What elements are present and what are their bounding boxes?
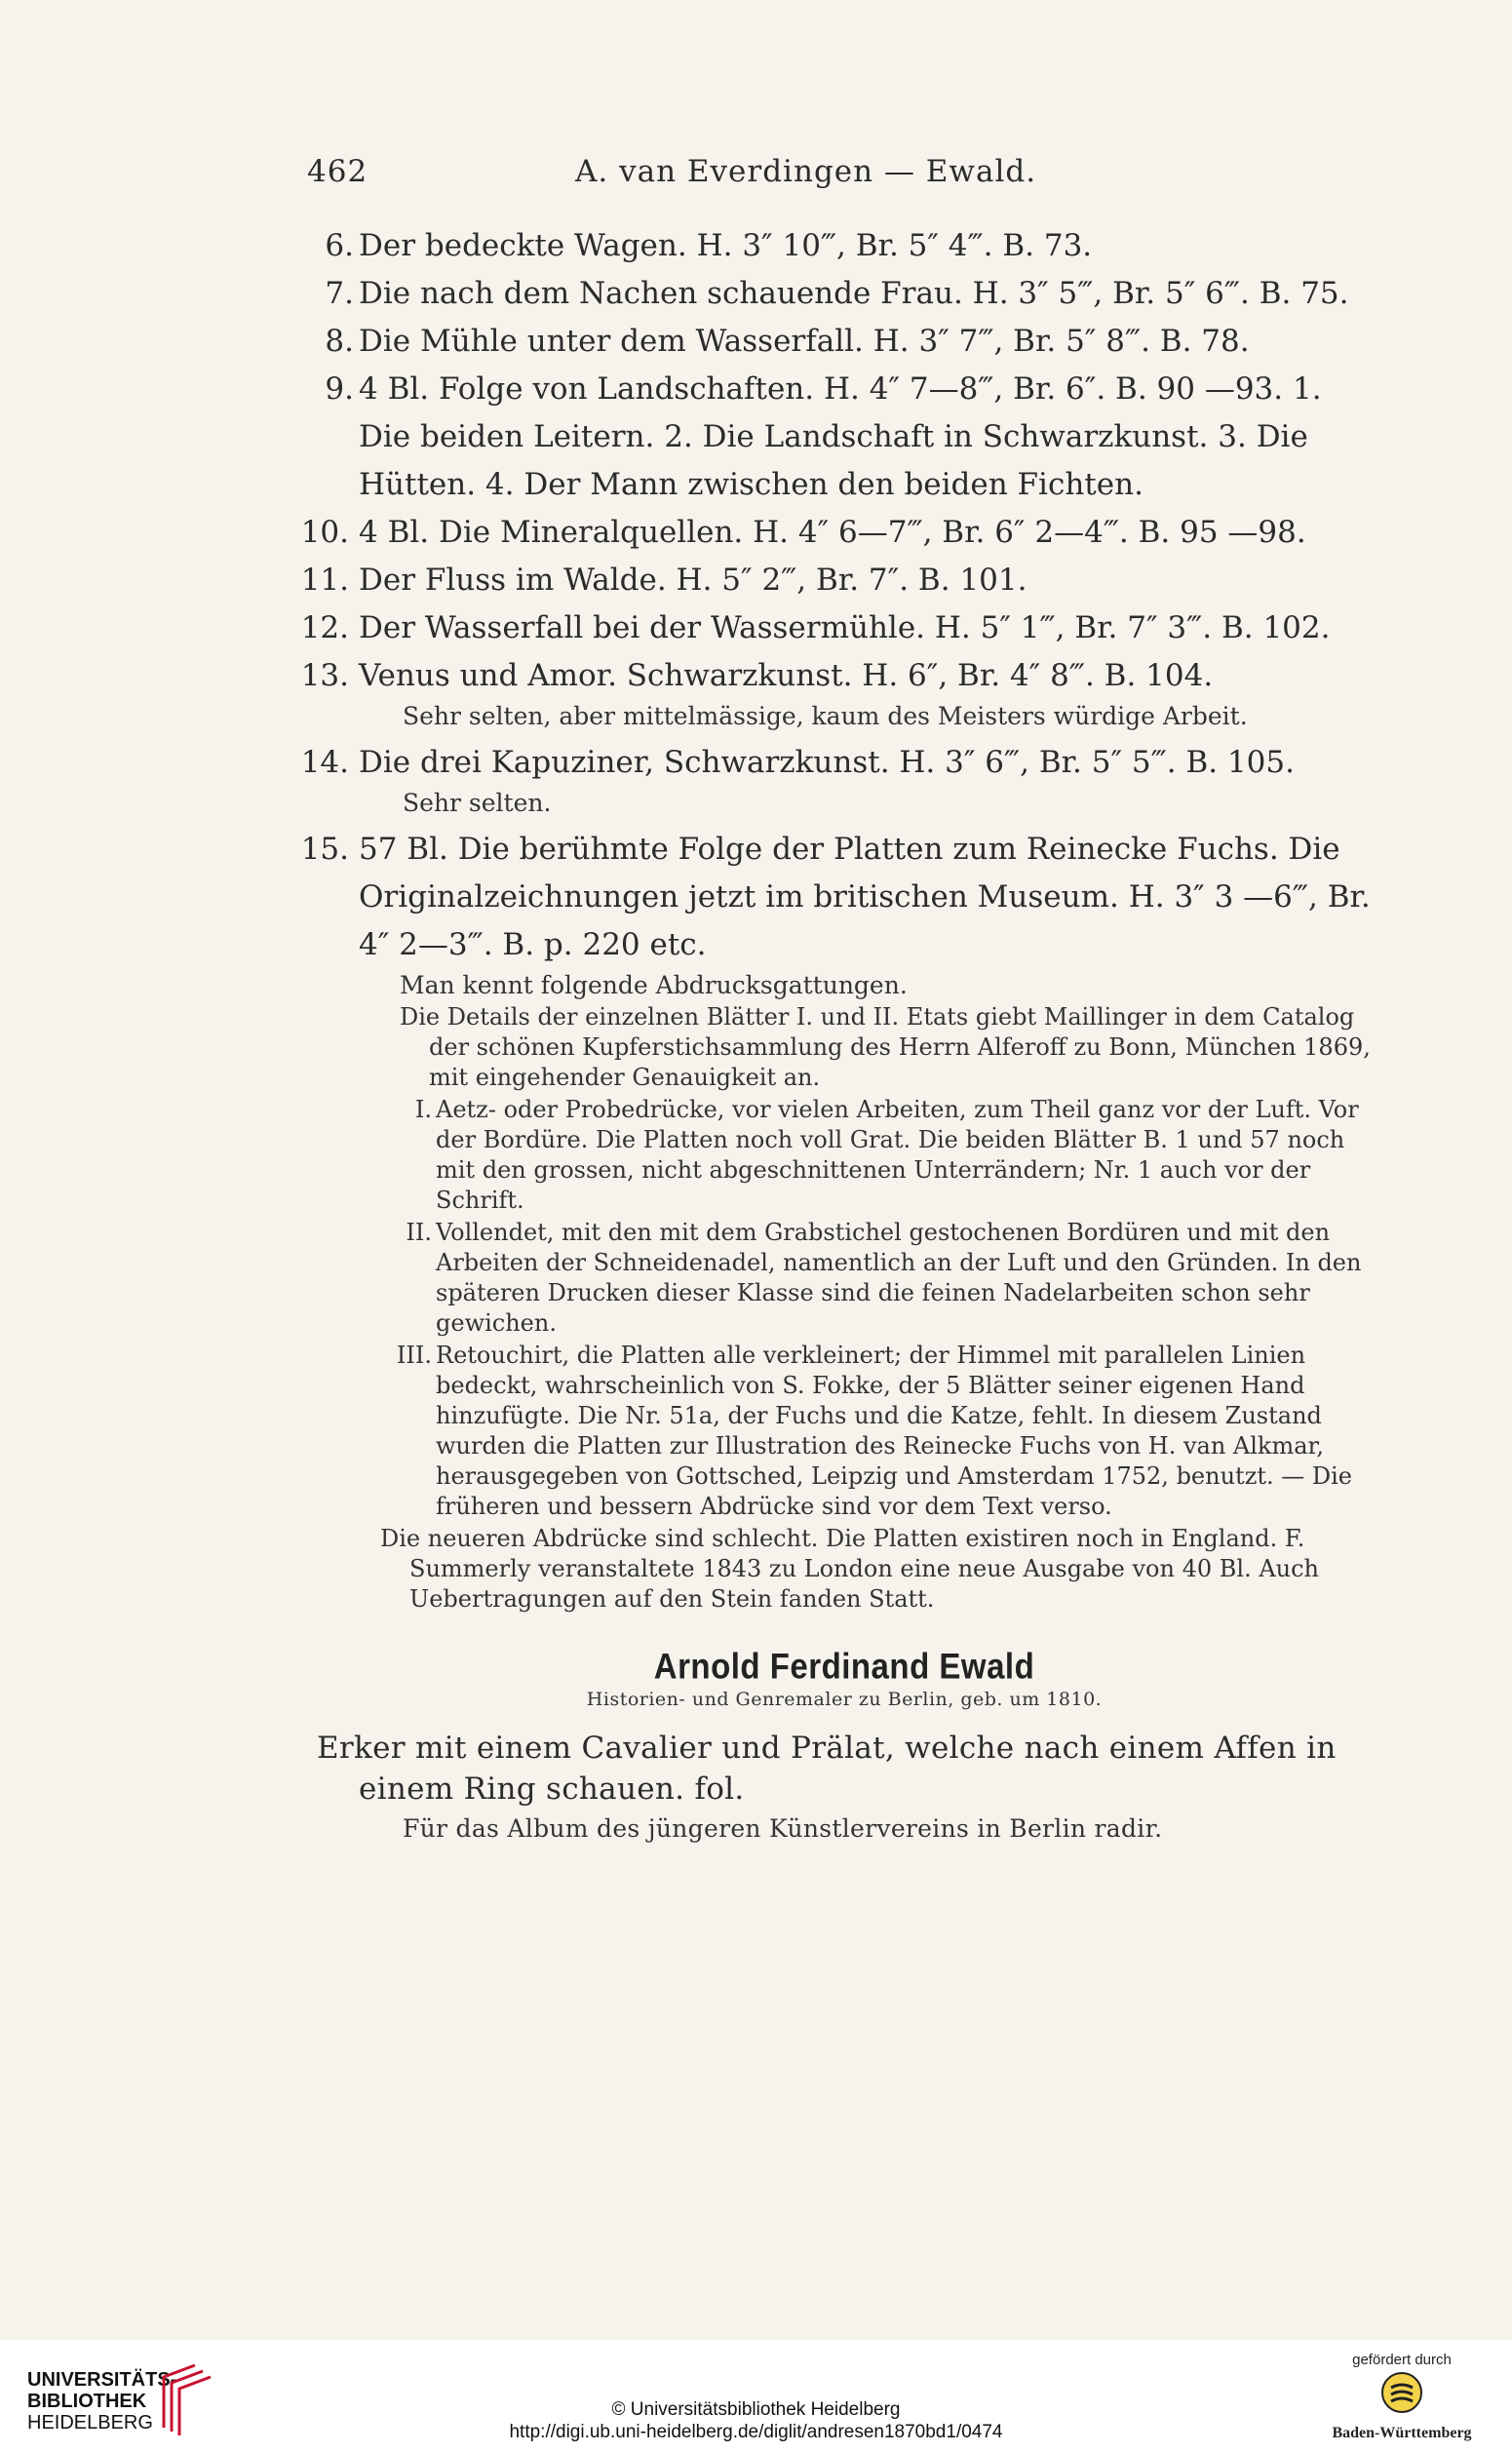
catalog-entry [300, 739, 1372, 787]
catalog-entry [300, 604, 1372, 652]
entry-text: 4 Bl. Die Mineralquellen. H. 4″ 6—7‴, Br. 6″ 2—4‴. B. 95 —98. [359, 515, 1306, 550]
state-crest-icon [1377, 2368, 1426, 2417]
entry-text: Der bedeckte Wagen. H. 3″ 10‴, Br. 5″ 4‴. B. 73. [359, 228, 1093, 263]
entry-note: Man kennt folgende Abdrucksgattungen. [400, 971, 908, 999]
catalog-entry [300, 826, 1372, 969]
details-paragraph: Die Details der einzelnen Blätter I. und II. Etats giebt Maillinger in dem Catalog der schönen Kupferstichsammlung des Herrn Alferoff zu Bonn, München 1869, mit eingehender Genauigkeit an. [400, 1003, 1371, 1091]
entry-text: Der Wasserfall bei der Wassermühle. H. 5″ 1‴, Br. 7″ 3‴. B. 102. [359, 610, 1331, 645]
page-body [300, 222, 1372, 1849]
catalog-entry [300, 509, 1372, 557]
digitization-footer [0, 2340, 1512, 2453]
entry-number: 10. [300, 515, 349, 550]
state-number: II. [406, 1219, 432, 1246]
entry-number: 13. [300, 658, 349, 693]
entry-text: Die Mühle unter dem Wasserfall. H. 3″ 7‴, Br. 5″ 8‴. B. 78. [359, 324, 1250, 359]
entry-number: 7. [325, 276, 354, 311]
entry-text: Der Fluss im Walde. H. 5″ 2‴, Br. 7″. B. 101. [359, 563, 1027, 598]
entry-number: 9. [325, 371, 354, 407]
state-text: Vollendet, mit den mit dem Grabstichel gestochenen Bordüren und mit den Arbeiten der Schneidenadel, namentlich an der Luft und den Gründen. In den späteren Drucken dieser Klasse sind die feinen Nadelarbeiten schon sehr gewichen. [436, 1219, 1362, 1337]
state-item [405, 1218, 1372, 1339]
library-name-line: BIBLIOTHEK [27, 2391, 147, 2412]
library-name-line: UNIVERSITÄTS- [27, 2369, 177, 2391]
artist-subtitle: Historien- und Genremaler zu Berlin, geb. um 1810. [586, 1689, 1103, 1710]
page-number: 462 [307, 154, 368, 189]
artist-heading: Arnold Ferdinand Ewald [653, 1645, 1035, 1687]
entry-number: 15. [300, 832, 349, 867]
permalink[interactable]: http://digi.ub.uni-heidelberg.de/diglit/andresen1870bd1/0474 [509, 2422, 1003, 2442]
catalog-entry [317, 270, 1372, 318]
entry-note: Sehr selten, aber mittelmässige, kaum des Meisters würdige Arbeit. [403, 702, 1248, 730]
catalog-entry [317, 366, 1372, 509]
entry-text: Venus und Amor. Schwarzkunst. H. 6″, Br. 4″ 8‴. B. 104. [359, 658, 1214, 693]
state-text: Retouchirt, die Platten alle verkleinert; der Himmel mit parallelen Linien bedeckt, wahrscheinlich von S. Fokke, der 5 Blätter seiner eigenen Hand hinzufügte. Die Nr. 51a, der Fuchs und die Katze, fehlt. In diesem Zustand wurden die Platten zur Illustration des Reinecke Fuchs von H. van Alkmar, herausgegeben von Gottsched, Leipzig und Amsterdam 1752, benutzt. — Die früheren und bessern Abdrücke sind vor dem Text verso. [436, 1342, 1352, 1520]
entry-text: Die drei Kapuziner, Schwarzkunst. H. 3″ 6‴, Br. 5″ 5‴. B. 105. [359, 745, 1295, 780]
sponsor-block [1319, 2352, 1485, 2442]
entry-text: Die nach dem Nachen schauende Frau. H. 3″ 5‴, Br. 5″ 6‴. B. 75. [359, 276, 1349, 311]
entry-number: 6. [325, 228, 354, 263]
entry-number: 11. [300, 563, 349, 598]
later-prints-paragraph: Die neueren Abdrücke sind schlecht. Die Platten existiren noch in England. F. Summerly veranstaltete 1843 zu London eine neue Ausgabe von 40 Bl. Auch Uebertragungen auf den Stein fanden Statt. [380, 1525, 1320, 1613]
state-number: I. [414, 1096, 432, 1123]
catalog-entry [300, 652, 1372, 700]
state-item [396, 1341, 1372, 1522]
entry-number: 14. [300, 745, 349, 780]
sponsor-name: Baden-Württemberg [1332, 2425, 1472, 2441]
state-item [405, 1095, 1372, 1216]
copyright-block [0, 2398, 1512, 2443]
sponsor-label: gefördert durch [1352, 2352, 1452, 2368]
entry-number: 12. [300, 610, 349, 645]
entry-text: 4 Bl. Folge von Landschaften. H. 4″ 7—8‴, Br. 6″. B. 90 —93. 1. Die beiden Leitern. 2. Die Landschaft in Schwarzkunst. 3. Die Hütten. 4. Der Mann zwischen den beiden Fichten. [359, 371, 1322, 502]
state-text: Aetz- oder Probedrücke, vor vielen Arbeiten, zum Theil ganz vor der Luft. Vor der Bordüre. Die Platten noch voll Grat. Die beiden Blätter B. 1 und 57 noch mit den grossen, nicht abgeschnittenen Unterrändern; Nr. 1 auch vor der Schrift. [436, 1096, 1359, 1214]
copyright-text: © Universitätsbibliothek Heidelberg [611, 2399, 901, 2420]
catalog-entry [300, 557, 1372, 604]
state-number: III. [396, 1342, 432, 1369]
entry-note: Sehr selten. [403, 789, 552, 817]
work-note: Für das Album des jüngeren Künstlervereins in Berlin radir. [403, 1814, 1163, 1843]
library-name-line: HEIDELBERG [27, 2412, 153, 2434]
entry-text: 57 Bl. Die berühmte Folge der Platten zum Reinecke Fuchs. Die Originalzeichnungen jetzt im britischen Museum. H. 3″ 3 —6‴, Br. 4″ 2—3‴. B. p. 220 etc. [359, 832, 1371, 962]
entry-number: 8. [325, 324, 354, 359]
running-title: A. van Everdingen — Ewald. [575, 154, 1037, 189]
catalog-entry [317, 318, 1372, 366]
work-entry: Erker mit einem Cavalier und Prälat, welche nach einem Affen in einem Ring schauen. fol. [317, 1731, 1337, 1807]
catalog-entry [317, 222, 1372, 270]
